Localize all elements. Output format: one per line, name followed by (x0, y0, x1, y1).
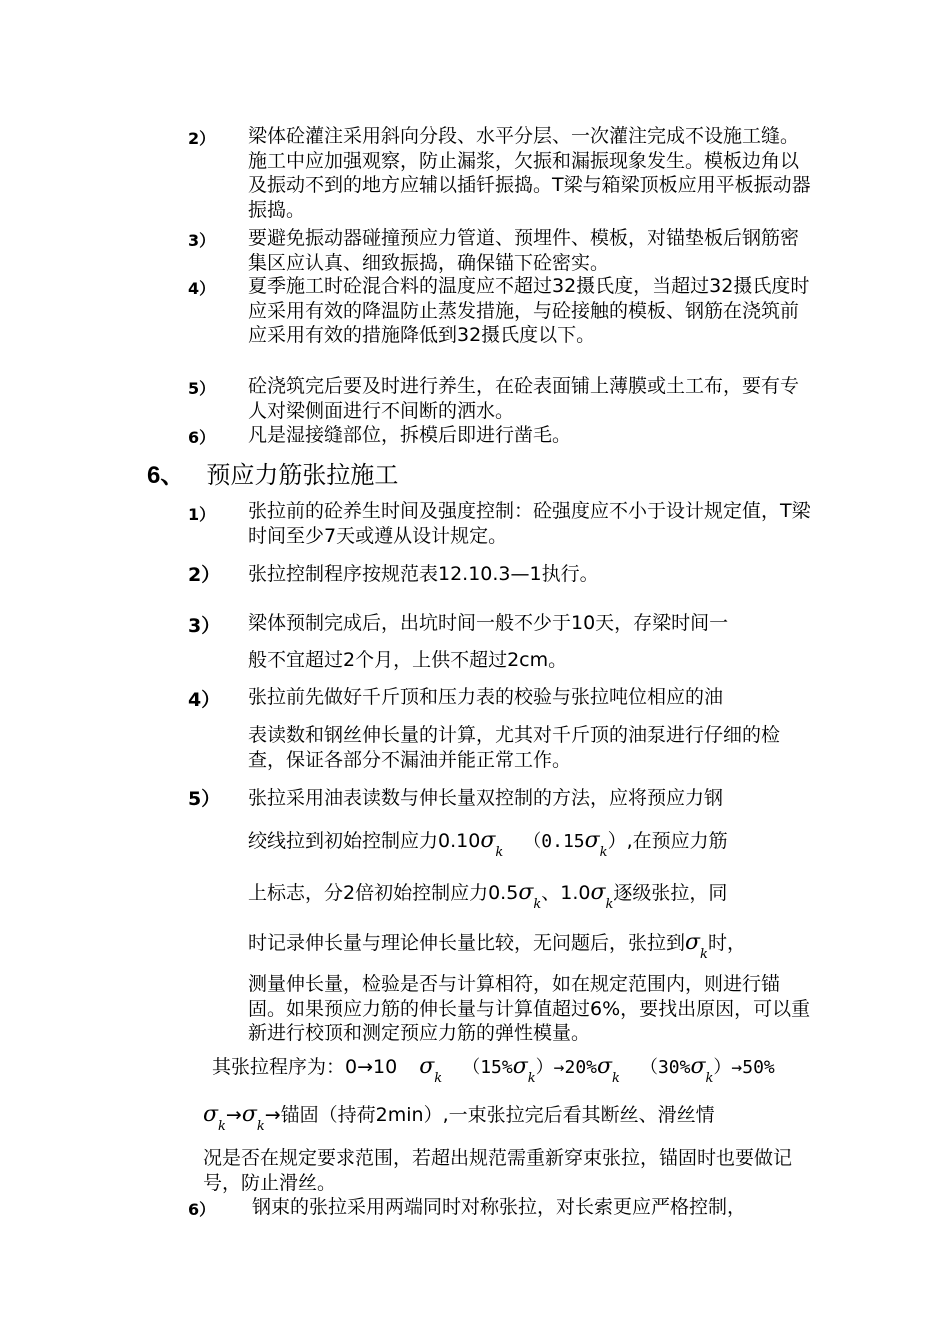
tension-program-text: 况是否在规定要求范围，若超出规范需重新穿束张拉，锚固时也要做记号，防止滑丝。 (203, 1147, 793, 1194)
list-text: 张拉前的砼养生时间及强度控制：砼强度应不小于设计规定值，T梁时间至少7天或遵从设计规定。 (248, 500, 811, 547)
list-text: 测量伸长量，检验是否与计算相符，如在规定范围内，则进行锚固。如果预应力筋的伸长量与计算值超过6%，要找出原因，可以重新进行校顶和测定预应力筋的弹性模量。 (248, 973, 811, 1044)
list-text: 砼浇筑完后要及时进行养生，在砼表面铺上薄膜或土工布，要有专人对梁侧面进行不间断的洒水。 (248, 375, 800, 422)
list-text: 要避免振动器碰撞预应力管道、预埋件、模板，对锚垫板后钢筋密集区应认真、细致振捣，确保锚下砼密实。 (248, 227, 800, 274)
section-number: 6、 (147, 462, 185, 489)
list-text: 张拉前先做好千斤顶和压力表的校验与张拉吨位相应的油 (248, 686, 724, 708)
list-number: 6） (188, 1200, 216, 1219)
list-number: 3） (188, 231, 216, 250)
formula-line: 时记录伸长量与理论伸长量比较，无问题后，张拉到$\sigma_k$时， (248, 930, 746, 962)
list-text: 表读数和钢丝伸长量的计算，尤其对千斤顶的油泵进行仔细的检查，保证各部分不漏油并能正常工作。 (248, 724, 781, 771)
formula-line: 绞线拉到初始控制应力$0.10\sigma_k$ $(0.15\sigma_k)$,在预应力筋 (248, 828, 728, 860)
list-text: 梁体砼灌注采用斜向分段、水平分层、一次灌注完成不设施工缝。施工中应加强观察，防止漏浆，欠振和漏振现象发生。模板边角以及振动不到的地方应辅以插钎振捣。T梁与箱梁顶板应用平板振动器振捣。 (248, 125, 811, 221)
formula-line: 上标志，分2倍初始控制应力$0.5\sigma_k$、$1.0\sigma_k$逐级张拉，同 (248, 880, 728, 912)
list-text: 张拉采用油表读数与伸长量双控制的方法，应将预应力钢 (248, 787, 724, 809)
list-number: 2） (188, 564, 221, 586)
list-number: 3） (188, 615, 221, 637)
list-number: 4） (188, 689, 221, 711)
list-text: 张拉控制程序按规范表12.10.3—1执行。 (248, 563, 599, 585)
tension-program-line: $\sigma_k\to\sigma_k\to$锚固（持荷2min）,一束张拉完后看其断丝、滑丝情 (203, 1102, 715, 1134)
list-number: 5） (188, 788, 221, 810)
list-text: 钢束的张拉采用两端同时对称张拉，对长索更应严格控制， (252, 1196, 747, 1218)
tension-program-line: 其张拉程序为：0→10 $\sigma_k$ $(15\%\sigma_k)\to 20\%\sigma_k$ $(30\%\sigma_k)\to 50\%$ (212, 1054, 775, 1086)
list-number: 2） (188, 129, 216, 148)
list-number: 6） (188, 428, 216, 447)
list-text: 夏季施工时砼混合料的温度应不超过32摄氏度，当超过32摄氏度时应采用有效的降温防止蒸发措施，与砼接触的模板、钢筋在浇筑前应采用有效的措施降低到32摄氏度以下。 (248, 275, 810, 346)
list-number: 5） (188, 379, 216, 398)
list-text: 凡是湿接缝部位，拆模后即进行凿毛。 (248, 424, 572, 446)
list-text: 梁体预制完成后，出坑时间一般不少于10天，存梁时间一 (248, 612, 729, 634)
section-title: 预应力筋张拉施工 (206, 461, 399, 489)
list-number: 4） (188, 279, 216, 298)
section-heading (147, 455, 398, 490)
list-text: 般不宜超过2个月，上供不超过2cm。 (248, 649, 568, 671)
list-number: 1） (188, 505, 216, 524)
